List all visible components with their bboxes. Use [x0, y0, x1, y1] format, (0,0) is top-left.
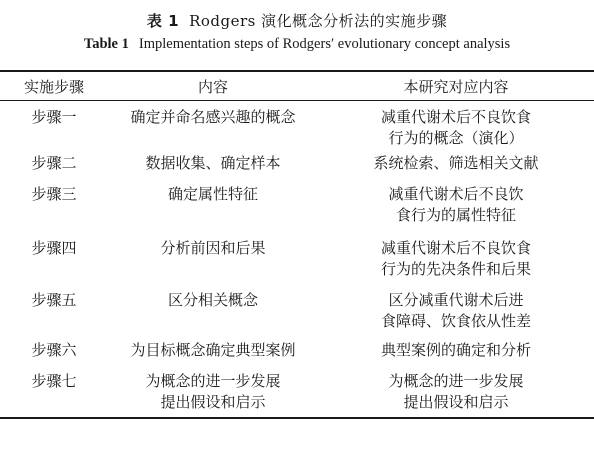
- table-row: [0, 367, 594, 418]
- cell-step: 步骤二: [31, 154, 77, 172]
- cell-step: 步骤四: [31, 239, 77, 257]
- table-row: [0, 336, 594, 367]
- table-row: [0, 101, 594, 150]
- cell-correspondence: 系统检索、筛选相关文献: [373, 154, 539, 172]
- cell-content: 区分相关概念: [167, 291, 258, 309]
- cell-step: 步骤一: [31, 108, 77, 126]
- cell-correspondence: 减重代谢术后不良饮食 行为的概念（演化）: [380, 108, 531, 147]
- header-content: 内容: [197, 77, 228, 96]
- cell-step: 步骤三: [31, 185, 77, 203]
- header-correspondence: 本研究对应内容: [403, 77, 509, 96]
- cell-content: 为概念的进一步发展 提出假设和启示: [145, 372, 281, 411]
- cell-content: 分析前因和后果: [160, 239, 266, 257]
- table-caption-cn: [0, 10, 594, 32]
- table-title-en: Implementation steps of Rodgers′ evolutionary concept analysis: [138, 36, 511, 52]
- cell-step: 步骤六: [31, 341, 77, 359]
- cell-content: 数据收集、确定样本: [145, 154, 281, 172]
- cell-content: 确定属性特征: [167, 185, 258, 203]
- cell-content: 确定并命名感兴趣的概念: [130, 108, 296, 126]
- table-header-row: [0, 71, 594, 101]
- cell-correspondence: 为概念的进一步发展 提出假设和启示: [388, 372, 524, 411]
- cell-correspondence: 典型案例的确定和分析: [380, 341, 531, 359]
- cell-correspondence: 减重代谢术后不良饮食 行为的先决条件和后果: [380, 239, 531, 278]
- header-step: 实施步骤: [23, 77, 84, 96]
- table-caption-en: [0, 34, 594, 54]
- cell-step: 步骤七: [31, 372, 77, 390]
- table-row: [0, 232, 594, 284]
- cell-content: 为目标概念确定典型案例: [130, 341, 296, 359]
- table-label-cn: 表 1: [146, 12, 180, 30]
- table-label-en: Table 1: [83, 36, 129, 52]
- table-row: [0, 180, 594, 232]
- table-row: [0, 149, 594, 180]
- table-title-cn: Rodgers 演化概念分析法的实施步骤: [189, 12, 448, 30]
- table-row: [0, 284, 594, 336]
- cell-step: 步骤五: [31, 291, 77, 309]
- steps-table: [0, 70, 594, 419]
- cell-correspondence: 减重代谢术后不良饮 食行为的属性特征: [388, 185, 524, 224]
- cell-correspondence: 区分减重代谢术后进 食障碍、饮食依从性差: [380, 291, 531, 330]
